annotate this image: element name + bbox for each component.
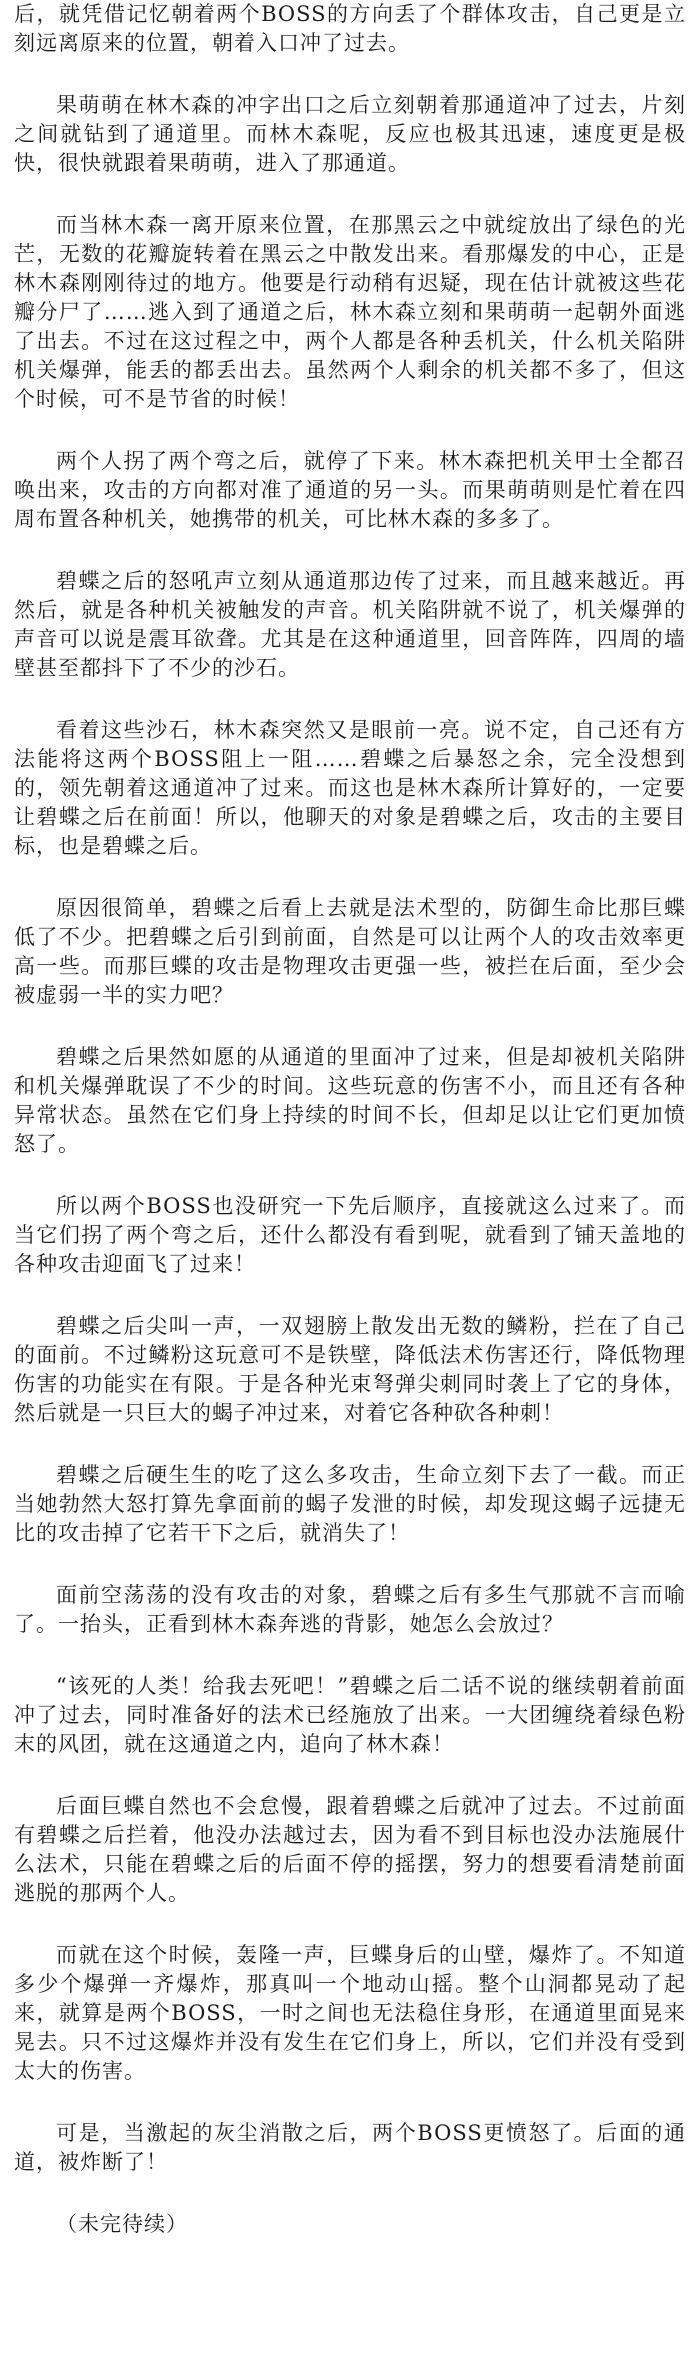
paragraph-1: 后，就凭借记忆朝着两个BOSS的方向丢了个群体攻击，自己更是立刻远离原来的位置，朝着入口冲了过去。 bbox=[14, 2, 686, 55]
paragraph-4: 两个人拐了两个弯之后，就停了下来。林木森把机关甲士全都召唤出来，攻击的方向都对准了通道的另一头。而果萌萌则是忙着在四周布置各种机关，她携带的机关，可比林木森的多多了。 bbox=[14, 449, 686, 531]
paragraph-7: 原因很简单，碧蝶之后看上去就是法术型的，防御生命比那巨蝶低了不少。把碧蝶之后引到前面，自然是可以让两个人的攻击效率更高一些。而那巨蝶的攻击是物理攻击更强一些，被拦在后面，至少会被虚弱一半的实力吧？ bbox=[14, 896, 686, 1007]
paragraph-13: “该死的人类！给我去死吧！”碧蝶之后二话不说的继续朝着前面冲了过去，同时准备好的法术已经施放了出来。一大团缠绕着绿色粉末的风团，就在这通道之内，追向了林木森！ bbox=[14, 1674, 686, 1756]
paragraph-11: 碧蝶之后硬生生的吃了这么多攻击，生命立刻下去了一截。而正当她勃然大怒打算先拿面前的蝎子发泄的时候，却发现这蝎子远捷无比的攻击掉了它若干下之后，就消失了！ bbox=[14, 1463, 686, 1545]
paragraph-5: 碧蝶之后的怒吼声立刻从通道那边传了过来，而且越来越近。再然后，就是各种机关被触发的声音。机关陷阱就不说了，机关爆弹的声音可以说是震耳欲聋。尤其是在这种通道里，回音阵阵，四周的墙壁甚至都抖下了不少的沙石。 bbox=[14, 569, 686, 680]
paragraph-10: 碧蝶之后尖叫一声，一双翅膀上散发出无数的鳞粉，拦在了自己的面前。不过鳞粉这玩意可不是铁壁，降低法术伤害还行，降低物理伤害的功能实在有限。于是各种光束弩弹尖刺同时袭上了它的身体，然后就是一只巨大的蝎子冲过来，对着它各种砍各种刺！ bbox=[14, 1314, 686, 1425]
paragraph-3: 而当林木森一离开原来位置，在那黑云之中就绽放出了绿色的光芒，无数的花瓣旋转着在黑云之中散发出来。看那爆发的中心，正是林木森刚刚待过的地方。他要是行动稍有迟疑，现在估计就被这些花瓣分尸了……逃入到了通道之后，林木森立刻和果萌萌一起朝外面逃了出去。不过在这过程之中，两个人都是各种丢机关，什么机关陷阱机关爆弹，能丢的都丢出去。虽然两个人剩余的机关都不多了，但这个时候，可不是节省的时候！ bbox=[14, 213, 686, 411]
paragraph-6: 看着这些沙石，林木森突然又是眼前一亮。说不定，自己还有方法能将这两个BOSS阻上一阻……碧蝶之后暴怒之余，完全没想到的，领先朝着这通道冲了过来。而这也是林木森所计算好的，一定要让碧蝶之后在前面！所以，他聊天的对象是碧蝶之后，攻击的主要目标，也是碧蝶之后。 bbox=[14, 718, 686, 858]
to-be-continued-label: （未完待续） bbox=[56, 2212, 188, 2236]
paragraph-12: 面前空荡荡的没有攻击的对象，碧蝶之后有多生气那就不言而喻了。一抬头，正看到林木森奔逃的背影，她怎么会放过？ bbox=[14, 1583, 686, 1636]
paragraph-9: 所以两个BOSS也没研究一下先后顺序，直接就这么过来了。而当它们拐了两个弯之后，还什么都没有看到呢，就看到了铺天盖地的各种攻击迎面飞了过来！ bbox=[14, 1194, 686, 1276]
paragraph-15: 而就在这个时候，轰隆一声，巨蝶身后的山壁，爆炸了。不知道多少个爆弹一齐爆炸，那真叫一个地动山摇。整个山洞都晃动了起来，就算是两个BOSS，一时之间也无法稳住身形，在通道里面晃来晃去。只不过这爆炸并没有发生在它们身上，所以，它们并没有受到太大的伤害。 bbox=[14, 1943, 686, 2083]
paragraph-14: 后面巨蝶自然也不会怠慢，跟着碧蝶之后就冲了过去。不过前面有碧蝶之后拦着，他没办法越过去，因为看不到目标也没办法施展什么法术，只能在碧蝶之后的后面不停的摇摆，努力的想要看清楚前面逃脱的那两个人。 bbox=[14, 1794, 686, 1905]
paragraph-8: 碧蝶之后果然如愿的从通道的里面冲了过来，但是却被机关陷阱和机关爆弹耽误了不少的时间。这些玩意的伤害不小，而且还有各种异常状态。虽然在它们身上持续的时间不长，但却足以让它们更加愤怒了。 bbox=[14, 1045, 686, 1156]
paragraph-16: 可是，当激起的灰尘消散之后，两个BOSS更愤怒了。后面的通道，被炸断了！ bbox=[14, 2121, 686, 2174]
paragraph-2: 果萌萌在林木森的冲字出口之后立刻朝着那通道冲了过去，片刻之间就钻到了通道里。而林木森呢，反应也极其迅速，速度更是极快，很快就跟着果萌萌，进入了那通道。 bbox=[14, 93, 686, 175]
